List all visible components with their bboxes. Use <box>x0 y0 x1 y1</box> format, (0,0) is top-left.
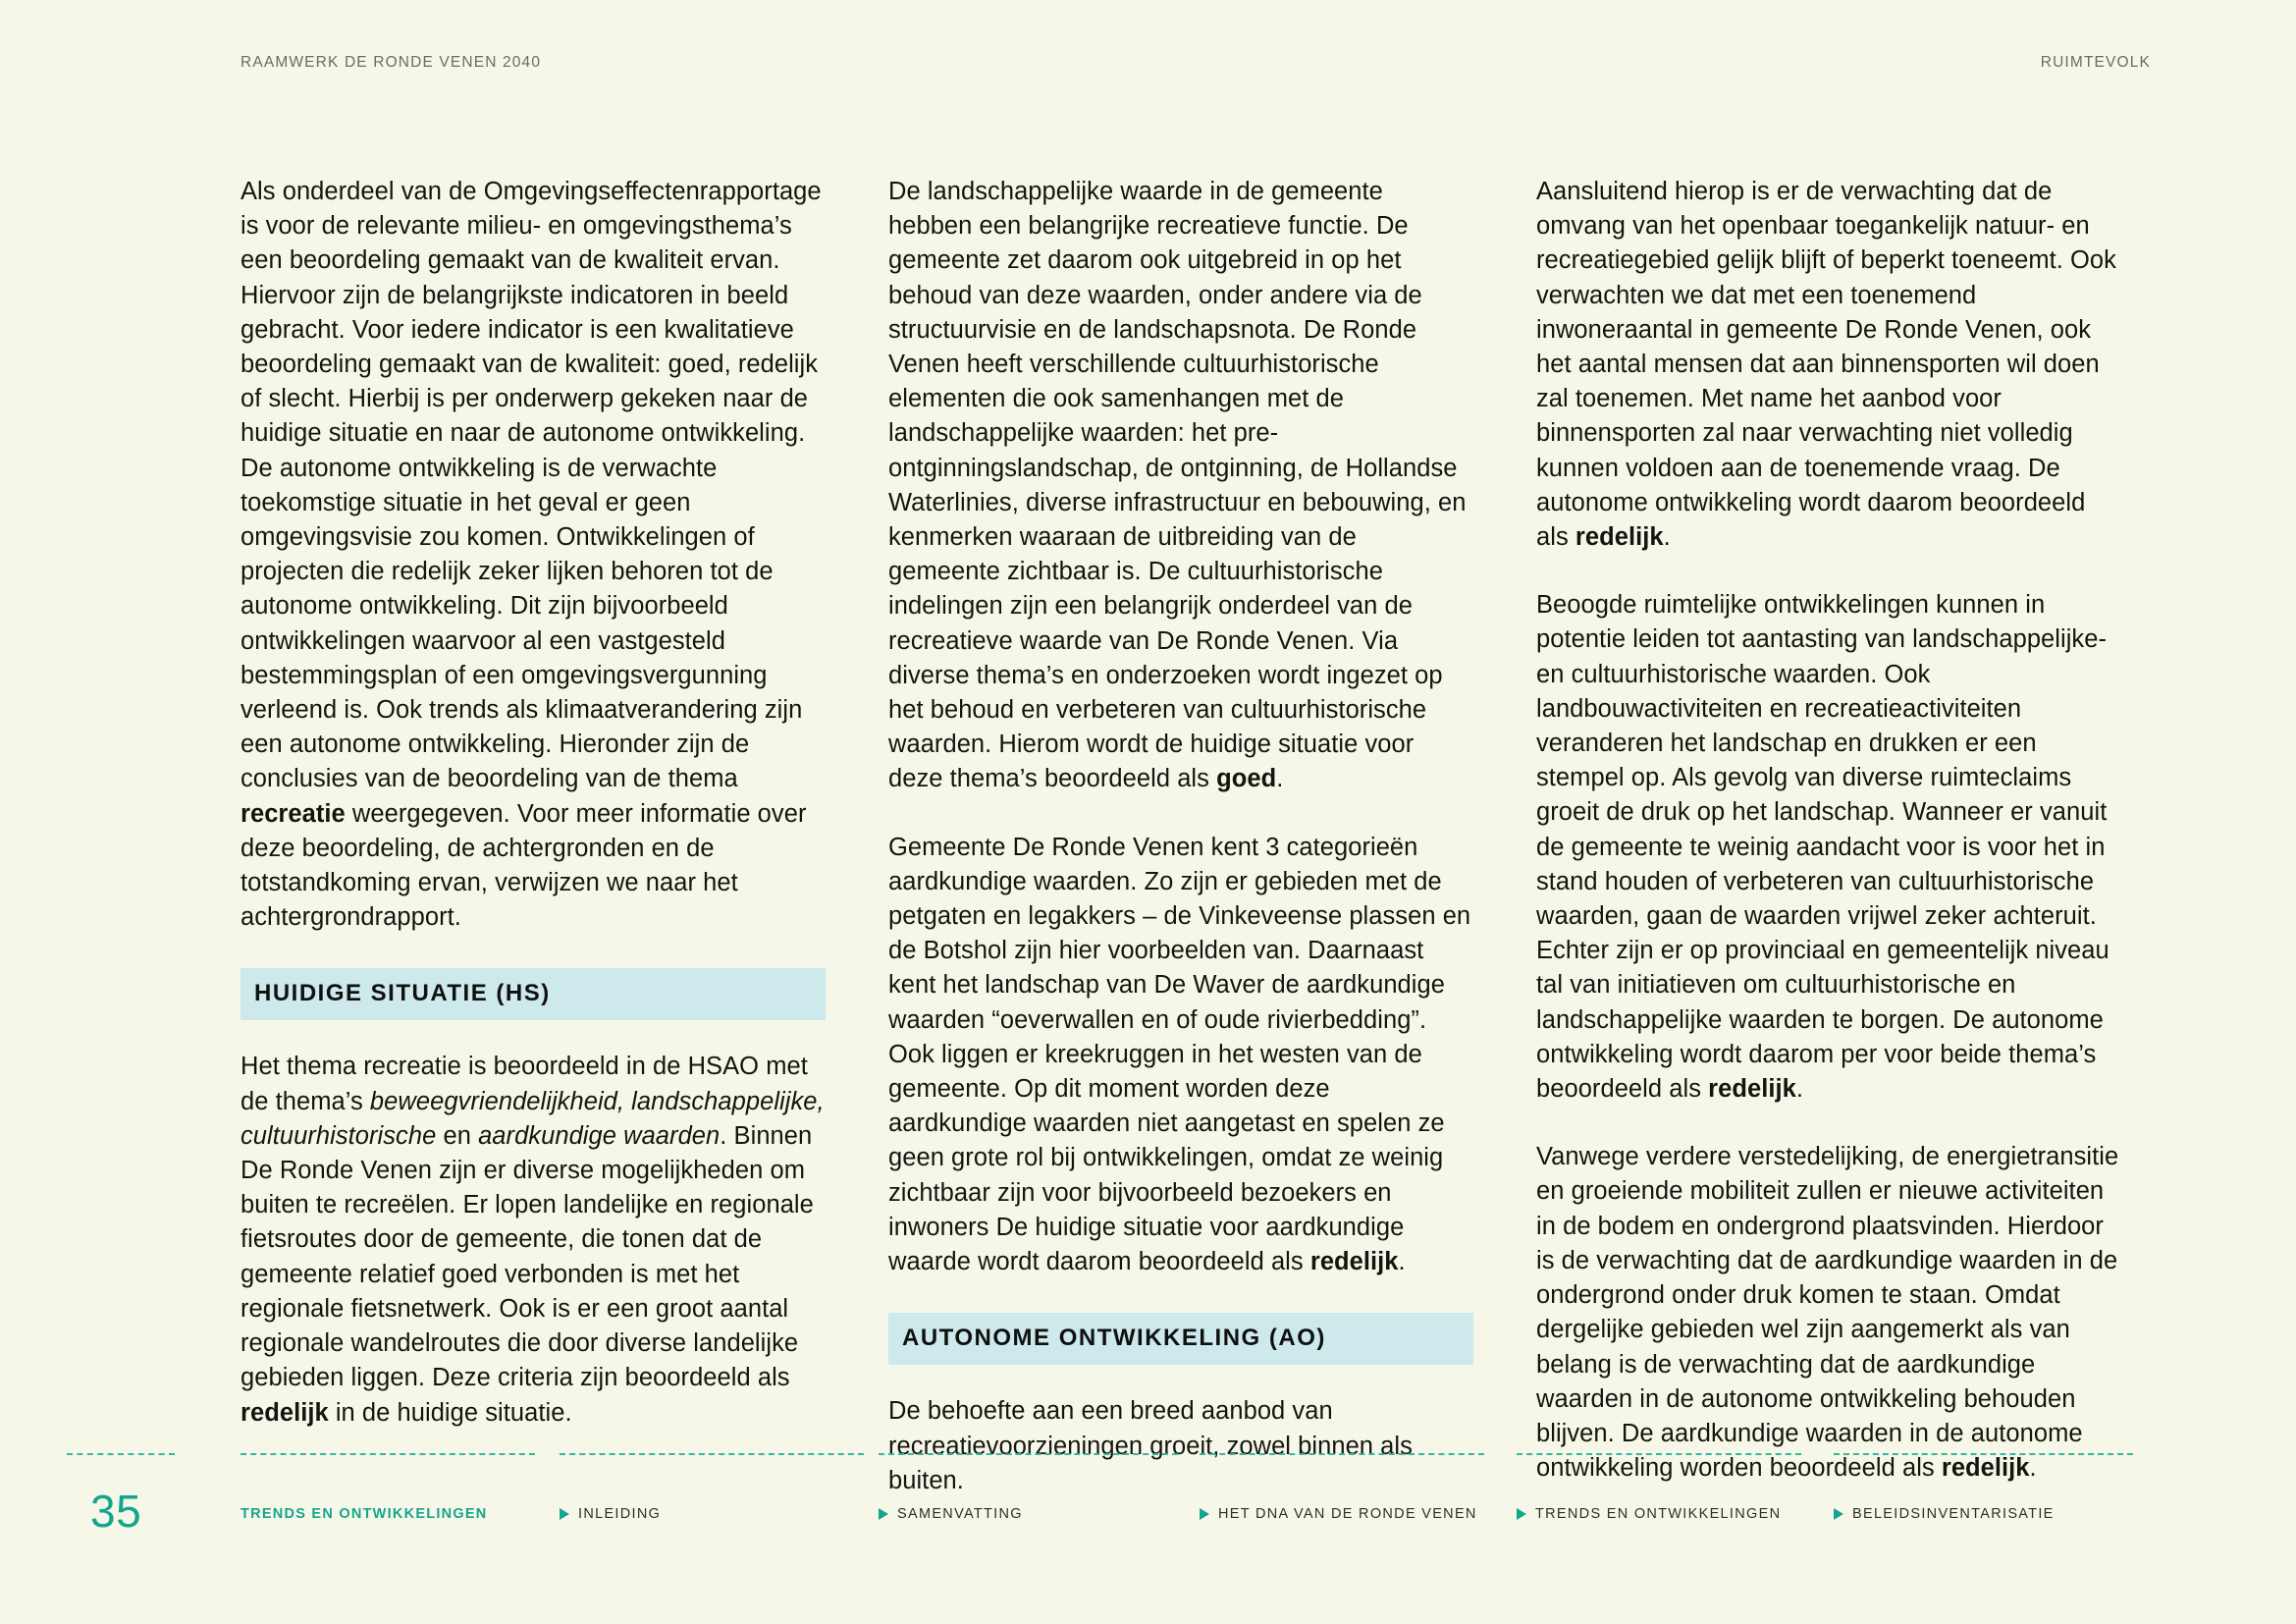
c1p2-text-a: Het thema recreatie is beoordeeld in de HSAO met de thema’s <box>240 1053 808 1115</box>
c1p2-text-d: in de huidige situatie. <box>328 1398 572 1427</box>
c2p2-bold-redelijk: redelijk <box>1309 1248 1399 1276</box>
running-head-left: RAAMWERK DE RONDE VENEN 2040 <box>240 54 542 71</box>
c3p2-bold-redelijk: redelijk <box>1708 1075 1796 1104</box>
triangle-right-icon <box>1200 1508 1209 1520</box>
c3p1-text-b: . <box>1663 523 1671 552</box>
c2p2-text-a: Gemeente De Ronde Venen kent 3 categorieën aardkundige waarden. Zo zijn er gebieden met de petgaten en legakkers – de Vinkeveense plassen en de Botshol zijn hier voorbeelden van. Daarnaast kent het landschap van De Waver de aardkundige waarden “oeverwallen en of oude rivierbedding”. Ook liggen er kreekruggen in het westen van de gemeente. Op dit moment worden deze aardkundige waarden niet aangetast en spelen ze geen grote rol bij ontwikkelingen, omdat ze weinig zichtbaar zijn voor bijvoorbeeld bezoekers en inwoners De huidige situatie voor aardkundige waarde wordt daarom beoordeeld als <box>888 833 1471 1276</box>
body-columns <box>240 175 2120 1494</box>
column2-paragraph-1 <box>888 175 1473 797</box>
c3p1-text-a: Aansluitend hierop is er de verwachting dat de omvang van het openbaar toegankelijk natuur- en recreatiegebied gelijk blijft of beperkt toeneemt. Ook verwachten we dat met een toenemend inwoneraantal in gemeente De Ronde Venen, ook het aantal mensen dat aan binnensporten wil doen zal toenemen. Met name het aanbod voor binnensporten zal naar verwachting niet volledig kunnen voldoen aan de toenemende vraag. De autonome ontwikkeling wordt daarom beoordeeld als <box>1536 178 2116 552</box>
running-head <box>0 54 2296 74</box>
footer-rule-6 <box>1834 1453 2133 1455</box>
column2-paragraph-3: De behoefte aan een breed aanbod van recreatievoorzieningen groeit, zowel binnen als buiten. <box>888 1397 1413 1494</box>
column3-paragraph-1 <box>1536 175 2121 555</box>
footer-nav-trends-en-ontwikkelingen-current[interactable] <box>240 1506 488 1522</box>
triangle-right-icon <box>1834 1508 1843 1520</box>
footer-navigation <box>0 1453 2296 1571</box>
page-number: 35 <box>90 1486 142 1537</box>
c3p1-bold-redelijk: redelijk <box>1575 523 1664 552</box>
triangle-right-icon <box>879 1508 888 1520</box>
text-column-1 <box>240 175 826 1427</box>
c3p2-text-b: . <box>1795 1075 1803 1104</box>
column1-paragraph-2 <box>240 1050 826 1430</box>
footer-nav-het-dna-van-de-ronde-venen[interactable] <box>1200 1506 1477 1522</box>
footer-nav-inleiding[interactable] <box>560 1506 661 1522</box>
c2p2-text-b: . <box>1398 1248 1406 1276</box>
section-heading-autonome-ontwikkeling: AUTONOME ONTWIKKELING (AO) <box>888 1313 1473 1365</box>
c2p1-text-b: . <box>1276 765 1284 793</box>
c1p2-text-c: . Binnen De Ronde Venen zijn er diverse mogelijkheden om buiten te recreëlen. Er lopen landelijke en regionale fietsroutes door de gemeente, die tonen dat de gemeente relatief goed verbonden is met het regionale fietsnetwerk. Ook is er een groot aantal regionale wandelroutes die door diverse landelijke gebieden liggen. Deze criteria zijn beoordeeld als <box>240 1121 814 1392</box>
c1p1-text-b: weergegeven. Voor meer informatie over deze beoordeling, de achtergronden en de totstandkoming ervan, verwijzen we naar het achtergrondrapport. <box>240 799 807 932</box>
footer-nav-label: HET DNA VAN DE RONDE VENEN <box>1218 1506 1477 1522</box>
column2-paragraph-2 <box>888 831 1473 1280</box>
footer-nav-beleidsinventarisatie[interactable] <box>1834 1506 2055 1522</box>
c1p2-italic-b: aardkundige waarden <box>478 1121 721 1150</box>
footer-nav-label: TRENDS EN ONTWIKKELINGEN <box>240 1506 488 1522</box>
triangle-right-icon <box>560 1508 569 1520</box>
footer-rule-5 <box>1517 1453 1801 1455</box>
c1p2-bold-redelijk: redelijk <box>240 1398 329 1427</box>
running-head-right: RUIMTEVOLK <box>2040 54 2151 71</box>
footer-rule-4 <box>1200 1453 1484 1455</box>
column3-paragraph-2 <box>1536 588 2121 1107</box>
c1p1-bold-recreatie: recreatie <box>240 799 346 828</box>
c3p3-bold-redelijk: redelijk <box>1941 1454 2030 1483</box>
footer-nav-label: INLEIDING <box>578 1506 662 1522</box>
footer-rule-1 <box>240 1453 535 1455</box>
footer-rule-0 <box>67 1453 175 1455</box>
footer-nav-trends-en-ontwikkelingen[interactable] <box>1517 1506 1781 1522</box>
c1p2-italic-a: beweegvriendelijkheid, landschappelijke, cultuurhistorische <box>240 1087 825 1150</box>
c2p1-bold-goed: goed <box>1216 765 1277 793</box>
c3p3-text-b: . <box>2029 1454 2037 1483</box>
footer-rule-3 <box>879 1453 1178 1455</box>
triangle-right-icon <box>1517 1508 1526 1520</box>
footer-nav-label: BELEIDSINVENTARISATIE <box>1852 1506 2055 1522</box>
text-column-3 <box>1536 175 2121 1483</box>
column1-paragraph-1 <box>240 175 826 935</box>
footer-nav-samenvatting[interactable] <box>879 1506 1023 1522</box>
footer-nav-label: SAMENVATTING <box>897 1506 1023 1522</box>
c3p3-text-a: Vanwege verdere verstedelijking, de energietransitie en groeiende mobiliteit zullen er nieuwe activiteiten in de bodem en ondergrond plaatsvinden. Hierdoor is de verwachting dat de aardkundige waarden in de ondergrond onder druk komen te staan. Omdat dergelijke gebieden wel zijn aangemerkt als van belang is de verwachting dat de aardkundige waarden in de autonome ontwikkeling behouden blijven. De aardkundige waarden in de autonome ontwikkeling worden beoordeeld als <box>1536 1143 2119 1483</box>
text-column-2 <box>888 175 1473 1494</box>
c3p2-text-a: Beoogde ruimtelijke ontwikkelingen kunnen in potentie leiden tot aantasting van landschappelijke- en cultuurhistorische waarden. Ook landbouwactiviteiten en recreatieactiviteiten veranderen het landschap en drukken er een stempel op. Als gevolg van diverse ruimteclaims groeit de druk op het landschap. Wanneer er vanuit de gemeente te weinig aandacht voor is voor het in stand houden of verbeteren van cultuurhistorische waarden, gaan de waarden vrijwel zeker achteruit. Echter zijn er op provinciaal en gemeentelijk niveau tal van initiatieven om cultuurhistorische en landschappelijke waarden te borgen. De autonome ontwikkeling wordt daarom per voor beide thema’s beoordeeld als <box>1536 591 2109 1104</box>
footer-rule-2 <box>560 1453 864 1455</box>
section-heading-huidige-situatie: HUIDIGE SITUATIE (HS) <box>240 968 826 1020</box>
c2p1-text-a: De landschappelijke waarde in de gemeente hebben een belangrijke recreatieve functie. De gemeente zet daarom ook uitgebreid in op het behoud van deze waarden, onder andere via de structuurvisie en de landschapsnota. De Ronde Venen heeft verschillende cultuurhistorische elementen die ook samenhangen met de landschappelijke waarden: het pre-ontginningslandschap, de ontginning, de Hollandse Waterlinies, diverse infrastructuur en bebouwing, en kenmerken waaraan de uitbreiding van de gemeente zichtbaar is. De cultuurhistorische indelingen zijn een belangrijk onderdeel van de recreatieve waarde van De Ronde Venen. Via diverse thema’s en onderzoeken wordt ingezet op het behoud en verbeteren van cultuurhistorische waarden. Hierom wordt de huidige situatie voor deze thema’s beoordeeld als <box>888 178 1467 793</box>
c1p1-text-a: Als onderdeel van de Omgevingseffectenrapportage is voor de relevante milieu- en omgevingsthema’s een beoordeling gemaakt van de kwaliteit ervan. Hiervoor zijn de belangrijkste indicatoren in beeld gebracht. Voor iedere indicator is een kwalitatieve beoordeling gemaakt van de kwaliteit: goed, redelijk of slecht. Hierbij is per onderwerp gekeken naar de huidige situatie en naar de autonome ontwikkeling. De autonome ontwikkeling is de verwachte toekomstige situatie in het geval er geen omgevingsvisie zou komen. Ontwikkelingen of projecten die redelijk zeker lijken behoren tot de autonome ontwikkeling. Dit zijn bijvoorbeeld ontwikkelingen waarvoor al een vastgesteld bestemmingsplan of een omgevingsvergunning verleend is. Ook trends als klimaatverandering zijn een autonome ontwikkeling. Hieronder zijn de conclusies van de beoordeling van de thema <box>240 178 822 793</box>
footer-nav-label: TRENDS EN ONTWIKKELINGEN <box>1535 1506 1782 1522</box>
column3-paragraph-3 <box>1536 1140 2121 1486</box>
c1p2-text-b: en <box>436 1121 479 1150</box>
